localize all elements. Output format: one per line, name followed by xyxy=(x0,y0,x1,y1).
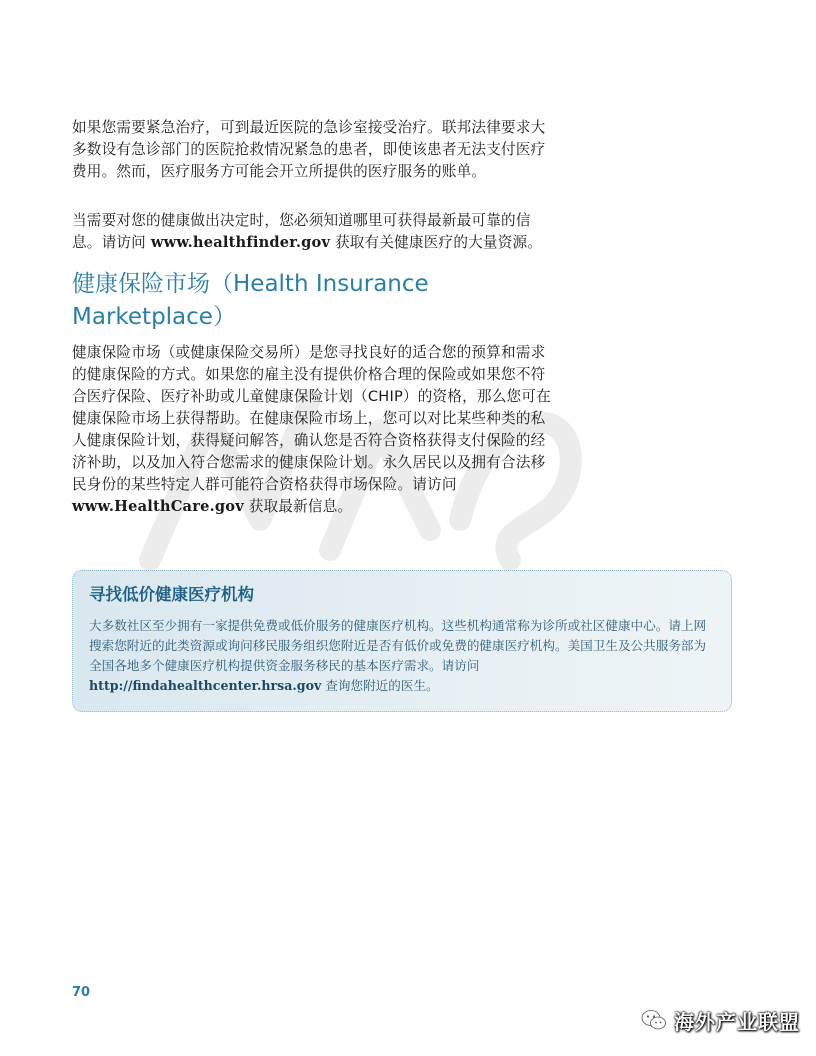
marketplace-text-end: 获取最新信息。 xyxy=(243,498,353,515)
marketplace-heading: 健康保险市场（Health Insurance Marketplace） xyxy=(72,271,429,330)
marketplace-paragraph xyxy=(72,342,554,518)
health-info-text-end: 获取有关健康医疗的大量资源。 xyxy=(330,234,543,251)
health-info-paragraph xyxy=(72,210,554,254)
callout-text: 大多数社区至少拥有一家提供免费或低价服务的健康医疗机构。这些机构通常称为诊所或社区健康中心。请上网搜索您附近的此类资源或询问移民服务组织您附近是否有低价或免费的健康医疗机构。美国卫生及公共服务部为全国各地多个健康医疗机构提供资金服务移民的基本医疗需求。请访问 xyxy=(89,618,707,673)
callout-title: 寻找低价健康医疗机构 xyxy=(89,585,254,604)
wechat-icon xyxy=(640,1006,668,1034)
findahealthcenter-link[interactable]: http://findahealthcenter.hrsa.gov xyxy=(89,678,322,693)
healthcare-gov-link[interactable]: www.HealthCare.gov xyxy=(72,498,244,515)
wechat-watermark xyxy=(640,1003,800,1037)
healthfinder-link[interactable]: www.healthfinder.gov xyxy=(150,234,331,251)
health-info-text: 当需要对您的健康做出决定时，您必须知道哪里可获得最新最可靠的信息。请访问 xyxy=(72,212,531,251)
low-cost-care-callout xyxy=(72,570,732,712)
emergency-paragraph: 如果您需要紧急治疗，可到最近医院的急诊室接受治疗。联邦法律要求大多数设有急诊部门的医院抢救情况紧急的患者，即使该患者无法支付医疗费用。然而，医疗服务方可能会开立所提供的医疗服务的账单。 xyxy=(72,119,546,180)
callout-text-end: 查询您附近的医生。 xyxy=(321,678,439,693)
wechat-account-name: 海外产业联盟 xyxy=(674,1009,800,1034)
callout-body xyxy=(89,616,715,696)
marketplace-text: 健康保险市场（或健康保险交易所）是您寻找良好的适合您的预算和需求的健康保险的方式。如果您的雇主没有提供价格合理的保险或如果您不符合医疗保险、医疗补助或儿童健康保险计划（CHIP）的资格，那么您可在健康保险市场上获得帮助。在健康保险市场上，您可以对比某些种类的私人健康保险计划，获得疑问解答，确认您是否符合资格获得支付保险的经济补助，以及加入符合您需求的健康保险计划。永久居民以及拥有合法移民身份的某些特定人群可能符合资格获得市场保险。请访问 xyxy=(72,344,551,493)
page-number: 70 xyxy=(72,985,91,1000)
